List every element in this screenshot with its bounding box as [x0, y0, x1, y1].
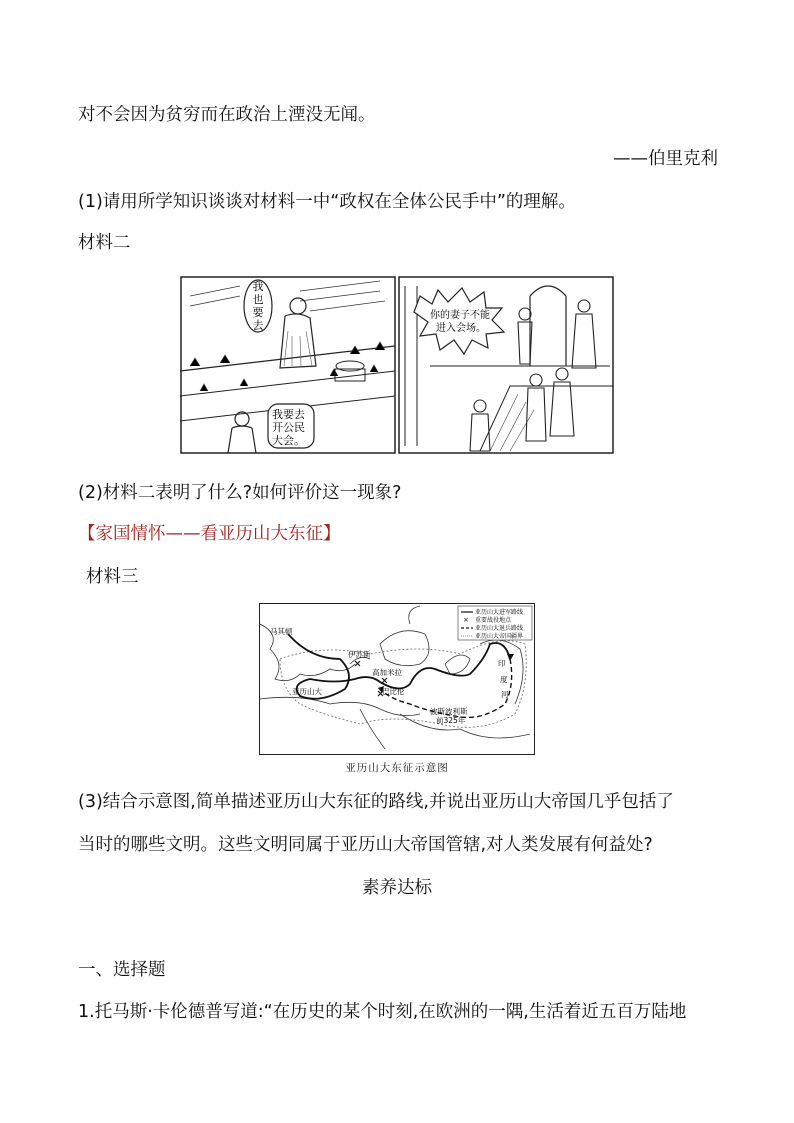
label-year: 前325年	[436, 716, 466, 725]
question-4-line-1: 1.托马斯·卡伦德普写道:“在历史的某个时刻,在欧洲的一隅,生活着近五百万陆地	[78, 1002, 687, 1022]
section-title: 【家国情怀——看亚历山大东征】	[78, 524, 341, 544]
bubble1-char-1: 我	[252, 280, 264, 293]
label-macedonia: 马其顿	[270, 627, 293, 636]
cartoon-illustration	[180, 276, 614, 454]
label-indus-3: 河	[501, 690, 509, 699]
text-line-1: 对不会因为贫穷而在政治上湮没无闻。	[78, 105, 376, 125]
svg-text:×: ×	[463, 616, 469, 624]
cartoon-figure	[180, 276, 614, 454]
section-heading: 素养达标	[362, 878, 432, 898]
question-1: (1)请用所学知识谈谈对材料一中“政权在全体公民手中”的理解。	[78, 192, 576, 212]
material-3-label: 材料三	[86, 567, 139, 587]
material-2-label: 材料二	[78, 233, 131, 253]
map-figure	[259, 603, 535, 755]
bubble3-line-1: 你的妻子不能	[430, 310, 490, 321]
bubble1-char-4: 去	[252, 319, 264, 332]
legend-border: 亚历山大帝国疆界	[475, 633, 524, 640]
bubble2-line-3: 大会。	[272, 434, 305, 447]
bubble2-line-2: 开公民	[272, 421, 305, 434]
legend-battle: 重要战役地点	[475, 617, 512, 624]
label-babylon: 巴比伦	[382, 687, 405, 696]
label-indus-1: 印	[498, 659, 506, 668]
label-alexandria: 亚历山大	[292, 687, 322, 696]
label-issus: 伊苏斯	[348, 650, 371, 659]
label-indus-2: 度	[500, 675, 508, 684]
question-2: (2)材料二表明了什么?如何评价这一现象?	[78, 483, 402, 503]
question-3-line-2: 当时的哪些文明。这些文明同属于亚历山大帝国管辖,对人类发展有何益处?	[78, 835, 653, 855]
label-persepolis: 波斯波利斯	[430, 707, 468, 716]
legend-advance: 亚历山大进军路线	[475, 609, 524, 616]
bubble3-line-2: 进入会场。	[436, 323, 486, 334]
map-caption: 亚历山大东征示意图	[345, 762, 449, 774]
quote-author: ——伯里克利	[613, 149, 718, 169]
part-heading: 一、选择题	[78, 960, 166, 980]
alexander-campaign-map	[260, 604, 534, 754]
bubble1-char-2: 也	[252, 293, 264, 306]
question-3-line-1: (3)结合示意图,简单描述亚历山大东征的路线,并说出亚历山大帝国几乎包括了	[78, 792, 674, 812]
bubble2-line-1: 我要去	[272, 408, 305, 421]
bubble1-char-3: 要	[252, 306, 264, 319]
legend-retreat: 亚历山大退兵路线	[475, 625, 524, 632]
label-gaugamela: 高加米拉	[372, 668, 402, 677]
